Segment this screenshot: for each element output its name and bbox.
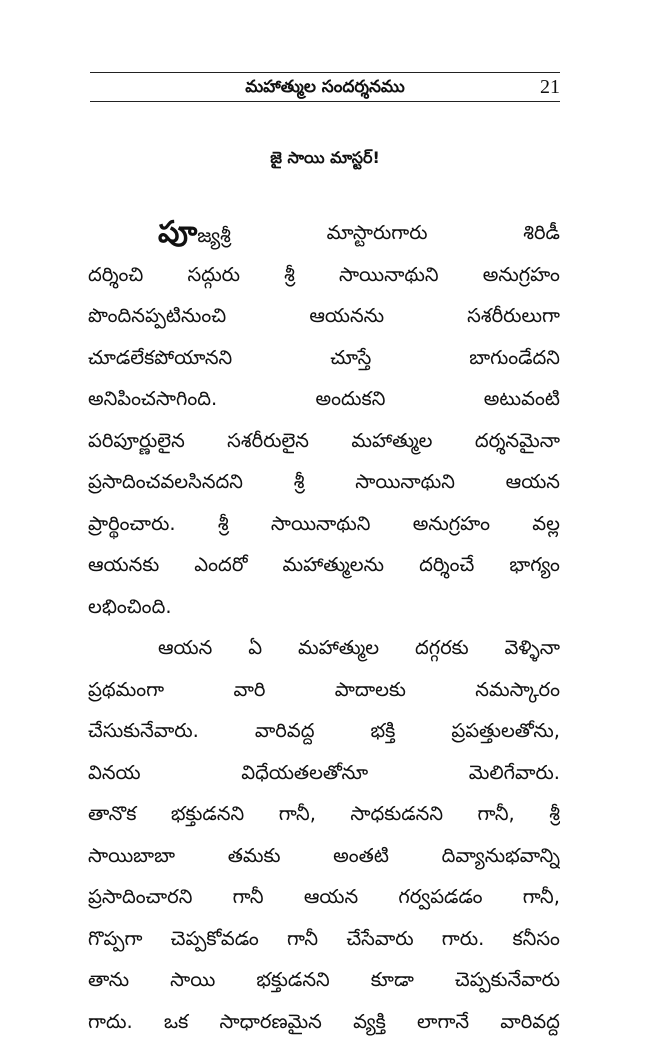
text-word: పొందినప్పటినుంచి: [88, 295, 226, 337]
text-word: చేసేవారు: [346, 918, 413, 960]
text-word: అనుగ్రహం: [413, 503, 490, 545]
text-word: వినయ: [88, 752, 141, 794]
text-line: [88, 254, 560, 296]
text-word: గానీ: [287, 918, 318, 960]
text-word: సాయిబాబా: [88, 835, 175, 877]
text-line: [88, 420, 560, 462]
text-word: సాధకుడనని: [350, 793, 443, 835]
text-word: గాదు.: [88, 1001, 133, 1042]
text-word: గర్వపడడం: [398, 876, 482, 918]
body-text: [88, 212, 560, 1042]
text-line: [88, 793, 560, 835]
text-line: [88, 959, 560, 1001]
text-word: సాధారణమైన: [220, 1001, 322, 1042]
text-word: సాయినాథుని: [355, 461, 455, 503]
text-word: ఆయనను: [309, 295, 384, 337]
text-word: భక్తుడనని: [171, 793, 244, 835]
text-word: అటువంటి: [484, 378, 560, 420]
text-word: వారివద్ద: [255, 710, 315, 752]
text-word: దర్శనమైనా: [475, 420, 560, 462]
text-word: ఒక: [164, 1001, 188, 1042]
text-word: వెళ్ళినా: [505, 627, 560, 669]
text-line: [88, 295, 560, 337]
text-word: గానీ: [233, 876, 264, 918]
text-word: వారివద్ద: [500, 1001, 560, 1042]
text-word: గారు.: [442, 918, 484, 960]
text-word: భక్తి: [371, 710, 396, 752]
text-line: [88, 669, 560, 711]
text-word: వ్యక్తి: [353, 1001, 386, 1042]
text-word: గానీ,: [279, 793, 316, 835]
text-word: తమకు: [228, 835, 281, 877]
text-word: మెలిగేవారు.: [469, 752, 560, 794]
drop-cap: పూ: [158, 215, 197, 250]
text-word: పరిపూర్ణులైన: [88, 420, 185, 462]
text-word: చూడలేకపోయానని: [88, 337, 232, 379]
text-word: శ్రీ: [549, 793, 560, 835]
text-word: లభించింది.: [88, 586, 172, 628]
text-word: భక్తుడనని: [256, 959, 329, 1001]
text-word: శిరిడీ: [523, 212, 560, 254]
text-word: మహాత్ముల: [351, 420, 432, 462]
text-word: భాగ్యం: [509, 544, 560, 586]
text-word: మహాత్ముల: [298, 627, 379, 669]
running-header: [90, 72, 560, 102]
text-word: ప్రపత్తులతోను,: [451, 710, 560, 752]
text-word: దగ్గరకు: [415, 627, 469, 669]
text-line: [88, 710, 560, 752]
text-word: గొప్పగా: [88, 918, 142, 960]
text-word: కూడా: [371, 959, 414, 1001]
text-word: చెప్పకోవడం: [171, 918, 259, 960]
text-word: శ్రీ: [294, 461, 305, 503]
text-word: సశరీరులైన: [227, 420, 309, 462]
text-word: విధేయతలతోనూ: [241, 752, 368, 794]
text-word: అందుకని: [316, 378, 386, 420]
text-word: పాదాలకు: [335, 669, 406, 711]
text-word: సాయినాథుని: [271, 503, 371, 545]
text-word: చేసుకునేవారు.: [88, 710, 199, 752]
text-word: అంతటి: [333, 835, 389, 877]
text-word: ఆయనకు: [88, 544, 159, 586]
text-word: మహాత్ములను: [283, 544, 385, 586]
text-word: నమస్కారం: [475, 669, 560, 711]
text-word: ఆయన: [506, 461, 560, 503]
text-word: ప్రసాదించవలసినదని: [88, 461, 243, 503]
text-word: కనీసం: [512, 918, 559, 960]
text-word: జ్యశ్రీ: [197, 215, 231, 254]
text-word: దర్శించి: [88, 254, 143, 296]
text-line: [88, 627, 560, 669]
text-word: ఆయన: [304, 876, 358, 918]
text-line: [88, 835, 560, 877]
text-line: [88, 544, 560, 586]
text-word: మాస్టారుగారు: [327, 212, 428, 254]
text-word: సాయినాథుని: [339, 254, 439, 296]
text-line: [88, 586, 560, 628]
text-word: వారి: [233, 669, 265, 711]
text-word: తాను: [88, 959, 129, 1001]
text-word: లాగానే: [417, 1001, 469, 1042]
section-heading: జై సాయి మాస్టర్!: [90, 147, 560, 169]
text-word: అనుగ్రహం: [483, 254, 560, 296]
text-word: వల్ల: [532, 503, 560, 545]
text-word: గానీ,: [523, 876, 560, 918]
text-word: బాగుండేదని: [469, 337, 560, 379]
text-word: ప్రార్థించారు.: [88, 503, 176, 545]
text-word: ఆయన: [158, 627, 212, 669]
text-word: శ్రీ: [284, 254, 295, 296]
text-line: [88, 918, 560, 960]
text-line: [88, 212, 560, 254]
text-word: ఎందరో: [194, 544, 247, 586]
text-line: [88, 752, 560, 794]
text-word: సద్గురు: [187, 254, 240, 296]
text-word: చూస్తే: [330, 337, 371, 379]
text-line: [88, 503, 560, 545]
text-word: ప్రథమంగా: [88, 669, 164, 711]
text-line: [88, 337, 560, 379]
page-number: 21: [540, 75, 560, 99]
text-word: ఏ: [248, 627, 262, 669]
first-word: [158, 212, 231, 254]
text-word: అనిపించసాగింది.: [88, 378, 217, 420]
header-title: మహాత్ముల సందర్శనము: [90, 76, 560, 98]
text-line: [88, 1001, 560, 1042]
text-line: [88, 461, 560, 503]
text-word: ప్రసాదించారని: [88, 876, 192, 918]
text-word: దివ్యానుభవాన్ని: [442, 835, 560, 877]
text-word: చెప్పకునేవారు: [455, 959, 560, 1001]
text-word: శ్రీ: [218, 503, 229, 545]
text-word: సశరీరులుగా: [467, 295, 560, 337]
text-word: గానీ,: [478, 793, 515, 835]
text-word: సాయి: [170, 959, 215, 1001]
text-word: తానొక: [88, 793, 136, 835]
text-word: దర్శించే: [419, 544, 474, 586]
text-line: [88, 876, 560, 918]
text-line: [88, 378, 560, 420]
